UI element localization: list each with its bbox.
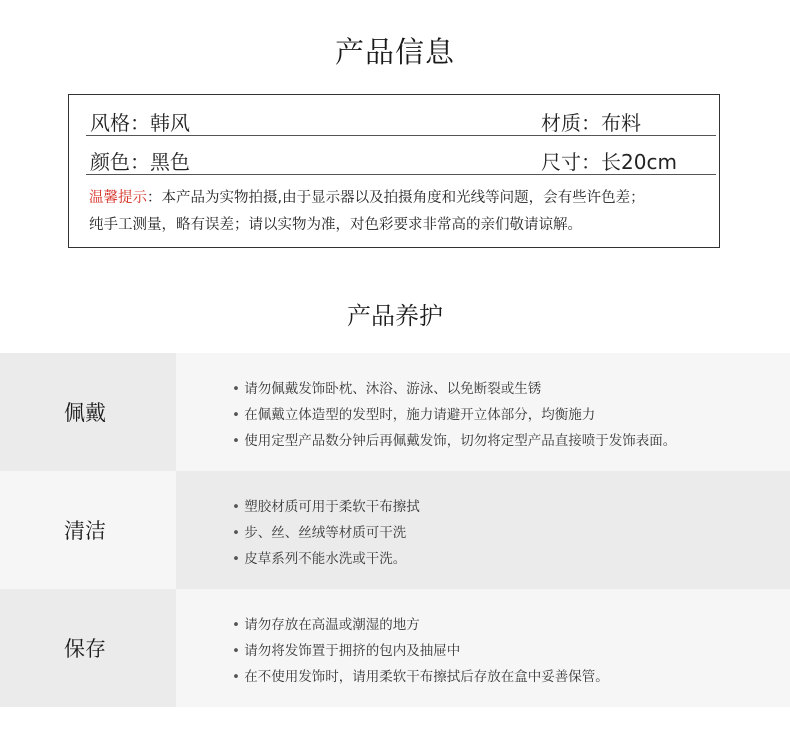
list-item: • 皮草系列不能水洗或干洗。 xyxy=(232,546,420,572)
product-info-table xyxy=(68,94,720,248)
care-section-body xyxy=(176,471,790,589)
product-info-title: 产品信息 xyxy=(334,35,455,69)
list-item: • 请勿佩戴发饰卧枕、沐浴、游泳、以免断裂或生锈 xyxy=(232,376,676,402)
care-section-cleaning xyxy=(0,471,790,589)
notice-label: 温馨提示 xyxy=(89,190,147,206)
list-item: • 请勿存放在高温或潮湿的地方 xyxy=(232,612,609,638)
style-value: 风格：韩风 xyxy=(90,111,190,135)
size-value: 尺寸：长20cm xyxy=(541,150,677,174)
info-row-style-material xyxy=(86,99,716,136)
care-list xyxy=(232,376,676,454)
notice-text xyxy=(89,185,709,239)
care-section-name: 清洁 xyxy=(64,519,106,543)
care-section-storage xyxy=(0,589,790,707)
material-value: 材质：布料 xyxy=(541,111,641,135)
list-item: • 使用定型产品数分钟后再佩戴发饰，切勿将定型产品直接喷于发饰表面。 xyxy=(232,428,676,454)
list-item: • 步、丝、丝绒等材质可干洗 xyxy=(232,520,420,546)
care-section-name: 保存 xyxy=(64,637,106,661)
product-care-title: 产品养护 xyxy=(347,302,443,330)
care-list xyxy=(232,612,609,690)
care-list xyxy=(232,494,420,572)
care-section-head xyxy=(0,589,176,707)
notice-line-1: ：本产品为实物拍摄,由于显示器以及拍摄角度和光线等问题，会有些许色差； xyxy=(147,190,645,206)
care-section-wearing xyxy=(0,353,790,471)
notice-line-2: 纯手工测量，略有误差；请以实物为准，对色彩要求非常高的亲们敬请谅解。 xyxy=(89,217,582,233)
color-value: 颜色：黑色 xyxy=(90,150,190,174)
care-section-head xyxy=(0,471,176,589)
list-item: • 在佩戴立体造型的发型时，施力请避开立体部分，均衡施力 xyxy=(232,402,676,428)
care-section-body xyxy=(176,589,790,707)
list-item: • 在不使用发饰时，请用柔软干布擦拭后存放在盒中妥善保管。 xyxy=(232,664,609,690)
care-section-body xyxy=(176,353,790,471)
list-item: • 请勿将发饰置于拥挤的包内及抽屉中 xyxy=(232,638,609,664)
care-section-head xyxy=(0,353,176,471)
list-item: • 塑胶材质可用于柔软干布擦拭 xyxy=(232,494,420,520)
info-row-color-size xyxy=(86,138,716,175)
care-section-name: 佩戴 xyxy=(64,401,106,425)
